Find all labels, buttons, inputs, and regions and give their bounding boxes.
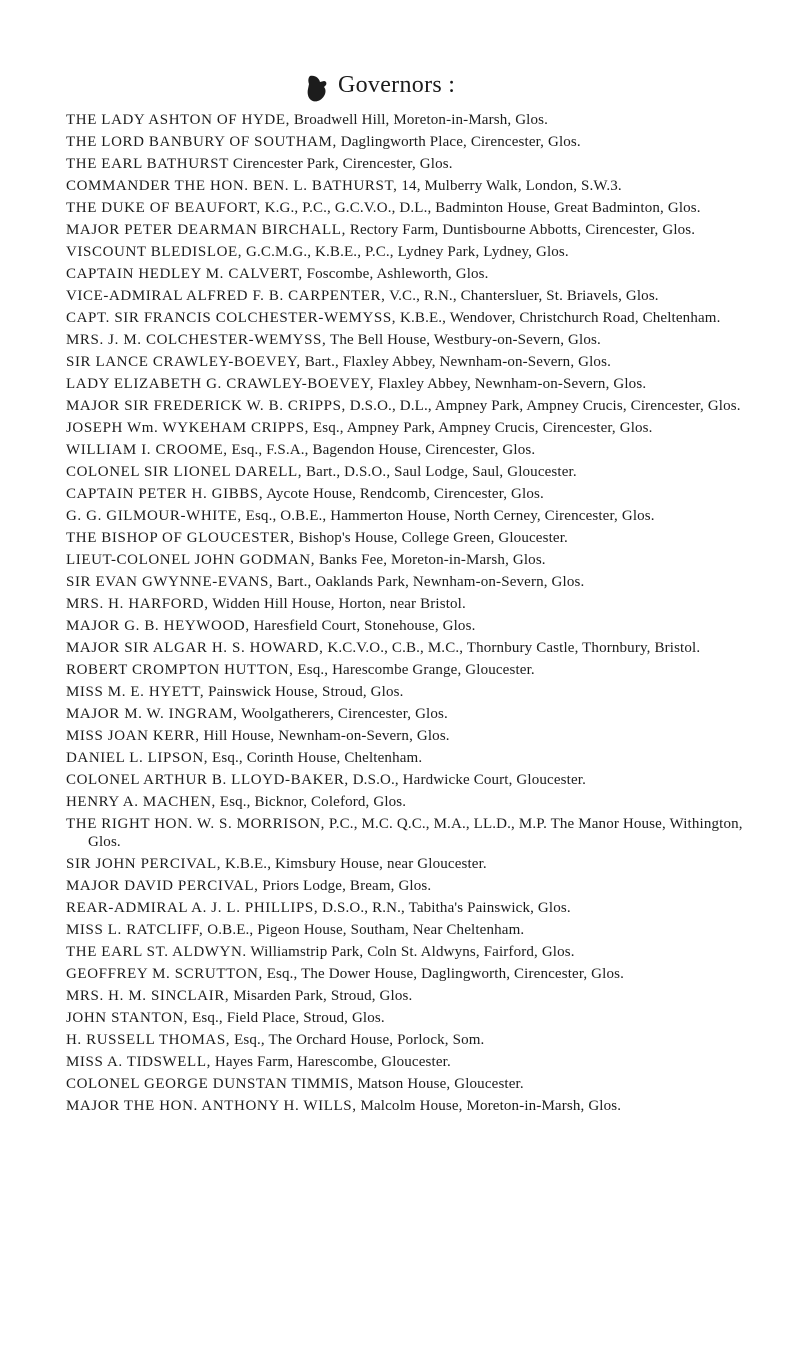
governor-name: DANIEL L. LIPSON, <box>66 750 209 766</box>
governor-name: SIR EVAN GWYNNE-EVANS, <box>66 574 274 590</box>
governor-address: Cirencester Park, Cirencester, Glos. <box>232 156 453 172</box>
governor-address: O.B.E., Pigeon House, Southam, Near Cheltenham. <box>207 922 525 938</box>
governor-entry <box>66 639 746 657</box>
governor-entry <box>66 1075 746 1093</box>
governor-entry <box>66 815 746 851</box>
governor-address: D.S.O., R.N., Tabitha's Painswick, Glos. <box>322 900 571 916</box>
governor-entry <box>66 353 746 371</box>
governor-address: The Bell House, Westbury-on-Severn, Glos. <box>330 332 601 348</box>
governor-entry <box>66 309 746 327</box>
governor-address: Hayes Farm, Harescombe, Gloucester. <box>214 1054 451 1070</box>
governor-name: LIEUT-COLONEL JOHN GODMAN, <box>66 552 316 568</box>
governor-entry <box>66 111 746 129</box>
governor-address: Bart., Flaxley Abbey, Newnham-on-Severn, Glos. <box>304 354 611 370</box>
governor-name: THE DUKE OF BEAUFORT, <box>66 200 261 216</box>
governor-address: Flaxley Abbey, Newnham-on-Severn, Glos. <box>378 376 647 392</box>
governor-entry <box>66 965 746 983</box>
governor-entry <box>66 331 746 349</box>
governor-name: SIR LANCE CRAWLEY-BOEVEY, <box>66 354 301 370</box>
page-title: Governors : <box>338 72 456 98</box>
governor-name: COLONEL ARTHUR B. LLOYD-BAKER, <box>66 772 349 788</box>
governor-address: V.C., R.N., Chantersluer, St. Briavels, Glos. <box>389 288 659 304</box>
governor-address: G.C.M.G., K.B.E., P.C., Lydney Park, Lydney, Glos. <box>246 244 569 260</box>
governor-entry <box>66 899 746 917</box>
governor-address: Bart., D.S.O., Saul Lodge, Saul, Gloucester. <box>306 464 577 480</box>
governor-address: Esq., Harescombe Grange, Gloucester. <box>297 662 535 678</box>
governor-entry <box>66 133 746 151</box>
governor-name: THE LORD BANBURY OF SOUTHAM, <box>66 134 337 150</box>
governor-entry <box>66 727 746 745</box>
governor-name: MRS. J. M. COLCHESTER-WEMYSS, <box>66 332 327 348</box>
governor-address: Priors Lodge, Bream, Glos. <box>262 878 432 894</box>
governor-address: D.S.O., D.L., Ampney Park, Ampney Crucis, Cirencester, Glos. <box>349 398 741 414</box>
governor-address: Rectory Farm, Duntisbourne Abbotts, Cirencester, Glos. <box>349 222 696 238</box>
governor-entry <box>66 287 746 305</box>
governor-address: Esq., Ampney Park, Ampney Crucis, Cirencester, Glos. <box>312 420 653 436</box>
governor-address: Daglingworth Place, Cirencester, Glos. <box>340 134 581 150</box>
governor-address: K.B.E., Wendover, Christchurch Road, Cheltenham. <box>400 310 721 326</box>
governor-address: 14, Mulberry Walk, London, S.W.3. <box>401 178 622 194</box>
governor-name: CAPTAIN PETER H. GIBBS, <box>66 486 264 502</box>
governor-entry <box>66 683 746 701</box>
governor-name: G. G. GILMOUR-WHITE, <box>66 508 242 524</box>
governor-entry <box>66 1053 746 1071</box>
governor-entry <box>66 265 746 283</box>
governor-address: Painswick House, Stroud, Glos. <box>208 684 404 700</box>
governor-name: REAR-ADMIRAL A. J. L. PHILLIPS, <box>66 900 319 916</box>
governor-entry <box>66 793 746 811</box>
governor-entry <box>66 419 746 437</box>
governor-address: Haresfield Court, Stonehouse, Glos. <box>253 618 476 634</box>
governor-name: SIR JOHN PERCIVAL, <box>66 856 222 872</box>
governor-entry <box>66 463 746 481</box>
governor-name: H. RUSSELL THOMAS, <box>66 1032 231 1048</box>
governor-address: Esq., Bicknor, Coleford, Glos. <box>219 794 407 810</box>
governor-name: VICE-ADMIRAL ALFRED F. B. CARPENTER, <box>66 288 386 304</box>
governor-name: GEOFFREY M. SCRUTTON, <box>66 966 263 982</box>
governor-entry <box>66 705 746 723</box>
governor-name: MISS A. TIDSWELL, <box>66 1054 211 1070</box>
governor-name: MAJOR SIR ALGAR H. S. HOWARD, <box>66 640 324 656</box>
governor-entry <box>66 573 746 591</box>
governor-entry <box>66 617 746 635</box>
governor-address: D.S.O., Hardwicke Court, Gloucester. <box>352 772 586 788</box>
governor-entry <box>66 243 746 261</box>
governor-name: MAJOR PETER DEARMAN BIRCHALL, <box>66 222 346 238</box>
governor-address: Aycote House, Rendcomb, Cirencester, Glos. <box>266 486 544 502</box>
governor-entry <box>66 771 746 789</box>
governor-name: THE EARL BATHURST <box>66 156 229 172</box>
governor-address: K.C.V.O., C.B., M.C., Thornbury Castle, Thornbury, Bristol. <box>327 640 701 656</box>
governor-name: MAJOR SIR FREDERICK W. B. CRIPPS, <box>66 398 346 414</box>
governors-list <box>66 111 746 1119</box>
governor-name: JOSEPH Wm. WYKEHAM CRIPPS, <box>66 420 310 436</box>
governor-address: Esq., F.S.A., Bagendon House, Cirencester, Glos. <box>231 442 536 458</box>
governor-address: K.G., P.C., G.C.V.O., D.L., Badminton House, Great Badminton, Glos. <box>264 200 701 216</box>
governor-address: K.B.E., Kimsbury House, near Gloucester. <box>225 856 487 872</box>
governor-entry <box>66 155 746 173</box>
governor-name: COLONEL GEORGE DUNSTAN TIMMIS, <box>66 1076 354 1092</box>
governor-address: Esq., Field Place, Stroud, Glos. <box>192 1010 385 1026</box>
governor-entry <box>66 1097 746 1115</box>
governor-name: LADY ELIZABETH G. CRAWLEY-BOEVEY, <box>66 376 375 392</box>
governor-address: Williamstrip Park, Coln St. Aldwyns, Fairford, Glos. <box>250 944 575 960</box>
governor-name: VISCOUNT BLEDISLOE, <box>66 244 243 260</box>
governor-name: MRS. H. M. SINCLAIR, <box>66 988 230 1004</box>
governor-entry <box>66 855 746 873</box>
governor-entry <box>66 921 746 939</box>
governor-name: COLONEL SIR LIONEL DARELL, <box>66 464 303 480</box>
governor-address: P.C., M.C. Q.C., M.A., LL.D., M.P. The Manor House, Withington, Glos. <box>88 816 743 850</box>
governor-address: Hill House, Newnham-on-Severn, Glos. <box>203 728 450 744</box>
governor-address: Bishop's House, College Green, Gloucester. <box>298 530 568 546</box>
governor-name: MAJOR M. W. INGRAM, <box>66 706 238 722</box>
governor-name: MAJOR THE HON. ANTHONY H. WILLS, <box>66 1098 357 1114</box>
governor-address: Foscombe, Ashleworth, Glos. <box>306 266 489 282</box>
governor-entry <box>66 397 746 415</box>
governor-address: Esq., Corinth House, Cheltenham. <box>212 750 423 766</box>
governor-address: Widden Hill House, Horton, near Bristol. <box>212 596 466 612</box>
governor-name: THE BISHOP OF GLOUCESTER, <box>66 530 295 546</box>
governor-entry <box>66 507 746 525</box>
governor-address: Esq., The Dower House, Daglingworth, Cirencester, Glos. <box>266 966 625 982</box>
governor-entry <box>66 529 746 547</box>
governor-entry <box>66 877 746 895</box>
governor-entry <box>66 441 746 459</box>
governor-name: MRS. H. HARFORD, <box>66 596 209 612</box>
governor-entry <box>66 749 746 767</box>
governor-entry <box>66 1031 746 1049</box>
governor-address: Broadwell Hill, Moreton-in-Marsh, Glos. <box>293 112 549 128</box>
pointing-hand-icon <box>306 74 328 104</box>
governor-address: Bart., Oaklands Park, Newnham-on-Severn, Glos. <box>277 574 585 590</box>
governor-name: HENRY A. MACHEN, <box>66 794 216 810</box>
governor-entry <box>66 177 746 195</box>
governor-name: WILLIAM I. CROOME, <box>66 442 228 458</box>
governor-address: Esq., O.B.E., Hammerton House, North Cerney, Cirencester, Glos. <box>245 508 655 524</box>
governor-name: THE LADY ASHTON OF HYDE, <box>66 112 290 128</box>
governor-entry <box>66 221 746 239</box>
governor-entry <box>66 1009 746 1027</box>
governor-entry <box>66 987 746 1005</box>
governor-address: Matson House, Gloucester. <box>357 1076 524 1092</box>
governor-name: MAJOR G. B. HEYWOOD, <box>66 618 250 634</box>
governor-name: CAPTAIN HEDLEY M. CALVERT, <box>66 266 303 282</box>
governor-name: MISS JOAN KERR, <box>66 728 200 744</box>
governor-name: MISS L. RATCLIFF, <box>66 922 204 938</box>
governor-name: MAJOR DAVID PERCIVAL, <box>66 878 259 894</box>
governor-entry <box>66 375 746 393</box>
governor-entry <box>66 943 746 961</box>
governor-address: Misarden Park, Stroud, Glos. <box>233 988 413 1004</box>
governor-entry <box>66 595 746 613</box>
governor-entry <box>66 485 746 503</box>
governor-name: MISS M. E. HYETT, <box>66 684 205 700</box>
governor-address: Banks Fee, Moreton-in-Marsh, Glos. <box>318 552 546 568</box>
governor-name: THE EARL ST. ALDWYN. <box>66 944 247 960</box>
governor-name: THE RIGHT HON. W. S. MORRISON, <box>66 816 325 832</box>
governor-address: Woolgatherers, Cirencester, Glos. <box>241 706 448 722</box>
governor-name: CAPT. SIR FRANCIS COLCHESTER-WEMYSS, <box>66 310 397 326</box>
governor-address: Malcolm House, Moreton-in-Marsh, Glos. <box>360 1098 622 1114</box>
governor-entry <box>66 661 746 679</box>
governor-name: COMMANDER THE HON. BEN. L. BATHURST, <box>66 178 398 194</box>
governor-entry <box>66 551 746 569</box>
governor-address: Esq., The Orchard House, Porlock, Som. <box>234 1032 485 1048</box>
governor-entry <box>66 199 746 217</box>
governor-name: JOHN STANTON, <box>66 1010 189 1026</box>
governor-name: ROBERT CROMPTON HUTTON, <box>66 662 294 678</box>
